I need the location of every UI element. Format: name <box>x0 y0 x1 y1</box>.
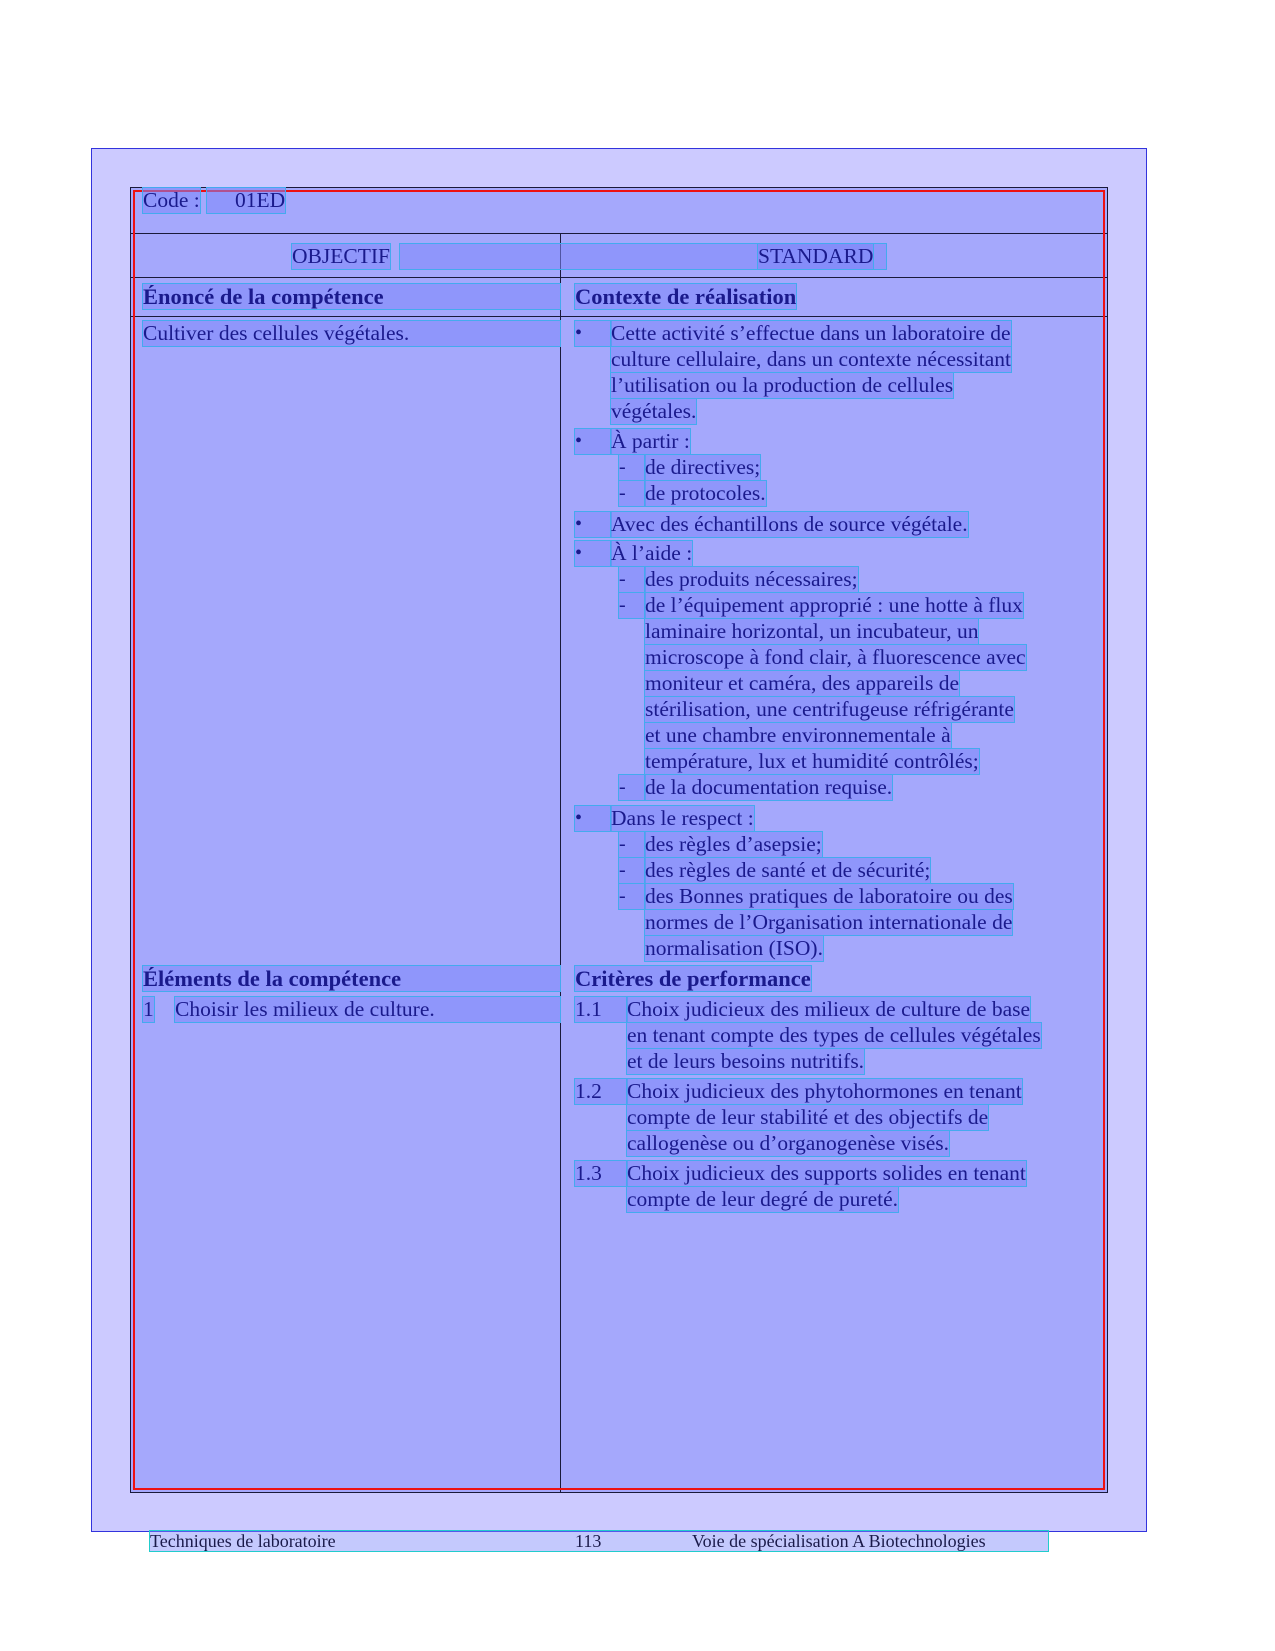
context-subitem: laminaire horizontal, un incubateur, un <box>645 619 979 643</box>
context-subitem: normalisation (ISO). <box>645 936 823 960</box>
code-label: Code : <box>143 188 200 212</box>
context-line: l’utilisation ou la production de cellules <box>611 373 954 397</box>
bullet: • <box>575 512 611 537</box>
context-subitem: moniteur et caméra, des appareils de <box>645 671 959 695</box>
context-subitem: de directives; <box>645 455 761 479</box>
context-subitem: des Bonnes pratiques de laboratoire ou des <box>645 884 1013 908</box>
bullet: • <box>575 321 611 346</box>
standard-header: STANDARD <box>758 244 874 268</box>
context-subitem: microscope à fond clair, à fluorescence avec <box>645 645 1026 669</box>
bullet: • <box>575 541 611 566</box>
column-divider <box>560 233 561 1493</box>
context-heading: Contexte de réalisation <box>575 284 797 309</box>
dash: - <box>619 884 645 909</box>
criterion-line: en tenant compte des types de cellules végétales <box>627 1023 1041 1047</box>
dash: - <box>619 481 645 506</box>
criterion-line: Choix judicieux des milieux de culture de base <box>627 997 1031 1021</box>
context-subitem: normes de l’Organisation internationale de <box>645 910 1013 934</box>
context-subitem: et une chambre environnementale à <box>645 723 951 747</box>
context-subitem: des produits nécessaires; <box>645 567 858 591</box>
criterion-line: Choix judicieux des supports solides en tenant <box>627 1161 1026 1185</box>
bullet: • <box>575 429 611 454</box>
context-subitem: température, lux et humidité contrôlés; <box>645 749 979 773</box>
elements-heading: Éléments de la compétence <box>143 966 560 991</box>
dash: - <box>619 455 645 480</box>
criterion-line: callogenèse ou d’organogenèse visés. <box>627 1131 949 1155</box>
context-line: À partir : <box>611 429 690 453</box>
table-rule <box>130 277 1108 278</box>
context-subitem: de la documentation requise. <box>645 775 893 799</box>
criterion-number: 1.1 <box>575 997 627 1022</box>
footer-right: Voie de spécialisation A Biotechnologies <box>692 1531 986 1551</box>
dash: - <box>619 593 645 618</box>
criterion-number: 1.3 <box>575 1161 627 1186</box>
criterion-number: 1.2 <box>575 1079 627 1104</box>
context-subitem: des règles de santé et de sécurité; <box>645 858 931 882</box>
context-line: végétales. <box>611 399 697 423</box>
element-text: Choisir les milieux de culture. <box>175 997 560 1022</box>
context-subitem: stérilisation, une centrifugeuse réfrigérante <box>645 697 1014 721</box>
footer-left: Techniques de laboratoire <box>150 1531 336 1551</box>
table-rule <box>130 316 1108 317</box>
dash: - <box>619 567 645 592</box>
table-rule <box>130 233 1108 234</box>
dash: - <box>619 858 645 883</box>
objectif-header: OBJECTIF <box>292 244 390 268</box>
context-line: Cette activité s’effectue dans un laboratoire de <box>611 321 1011 345</box>
context-line: Dans le respect : <box>611 806 754 830</box>
bullet: • <box>575 806 611 831</box>
enonce-text: Cultiver des cellules végétales. <box>143 321 560 346</box>
dash: - <box>619 832 645 857</box>
dash: - <box>619 775 645 800</box>
element-number: 1 <box>143 997 154 1021</box>
context-subitem: de l’équipement approprié : une hotte à flux <box>645 593 1023 617</box>
criterion-line: Choix judicieux des phytohormones en tenant <box>627 1079 1022 1103</box>
footer-page-number: 113 <box>575 1531 602 1551</box>
context-line: À l’aide : <box>611 541 693 565</box>
context-subitem: des règles d’asepsie; <box>645 832 822 856</box>
criterion-line: compte de leur stabilité et des objectifs de <box>627 1105 989 1129</box>
criteria-heading: Critères de performance <box>575 966 811 991</box>
code-value: 01ED <box>207 188 285 213</box>
enonce-heading: Énoncé de la compétence <box>143 284 560 309</box>
context-subitem: de protocoles. <box>645 481 766 505</box>
context-line: Avec des échantillons de source végétale. <box>611 512 968 536</box>
criterion-line: et de leurs besoins nutritifs. <box>627 1049 865 1073</box>
context-line: culture cellulaire, dans un contexte nécessitant <box>611 347 1011 371</box>
criterion-line: compte de leur degré de pureté. <box>627 1187 899 1211</box>
